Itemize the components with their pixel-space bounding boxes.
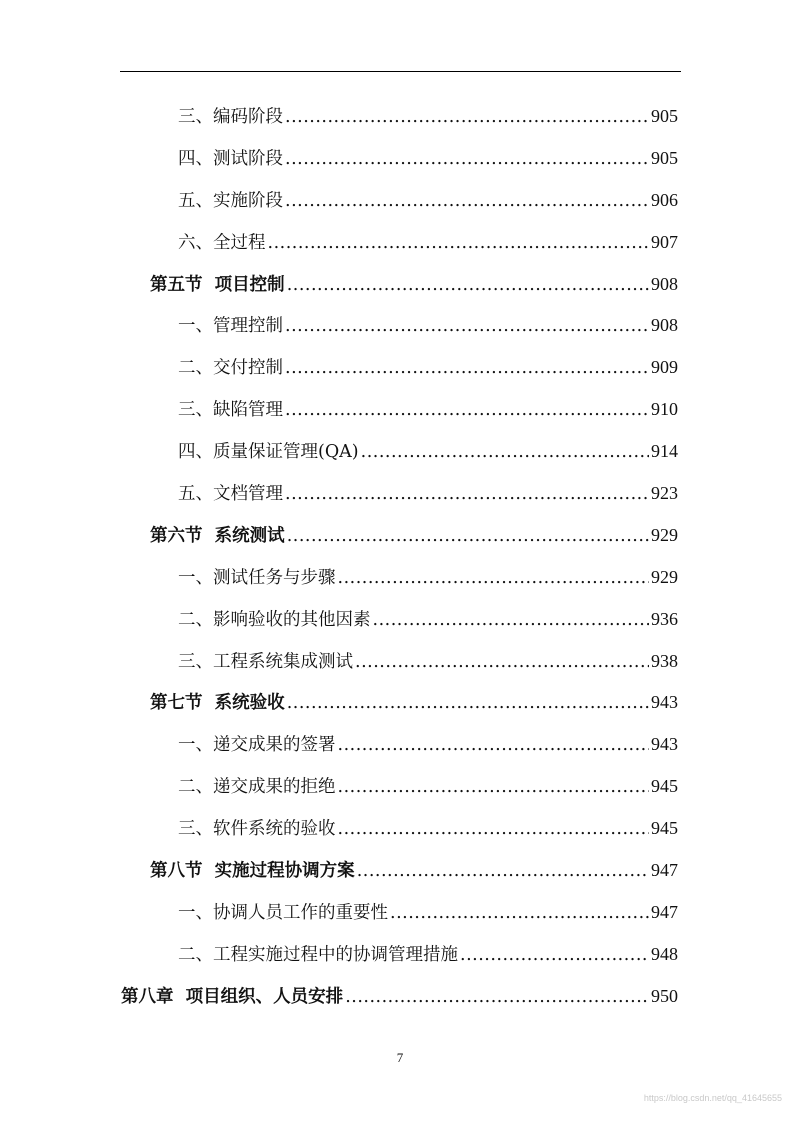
toc-entry-page: 943 (651, 734, 678, 755)
toc-dot-leader (338, 767, 650, 809)
toc-entry-page: 929 (651, 524, 678, 545)
toc-entry-title: 第七节 系统验收 (150, 693, 285, 714)
toc-dot-leader (345, 977, 649, 1019)
toc-entry-page: 947 (651, 860, 678, 881)
toc-entry-title: 三、工程系统集成测试 (178, 651, 353, 672)
toc-dot-leader (355, 642, 649, 684)
toc-entry[interactable] (0, 724, 800, 766)
toc-dot-leader (285, 306, 649, 348)
toc-dot-leader (285, 139, 649, 181)
toc-section-entry[interactable] (0, 682, 800, 724)
toc-entry[interactable] (0, 431, 800, 473)
toc-dot-leader (338, 725, 650, 767)
toc-entry-page: 929 (651, 566, 678, 587)
toc-entry-title: 第六节 系统测试 (150, 525, 285, 546)
toc-entry-title: 四、质量保证管理(QA) (178, 442, 359, 463)
toc-entry-page: 938 (651, 650, 678, 671)
toc-section-entry[interactable] (0, 264, 800, 306)
toc-entry-title: 第八章 项目组织、人员安排 (121, 986, 344, 1007)
toc-dot-leader (357, 851, 649, 893)
toc-entry-page: 909 (651, 357, 678, 378)
toc-entry[interactable] (0, 766, 800, 808)
toc-entry-page: 905 (651, 147, 678, 168)
toc-entry-page: 947 (651, 901, 678, 922)
toc-entry-page: 945 (651, 776, 678, 797)
toc-entry-page: 905 (651, 106, 678, 126)
toc-entry-page: 950 (651, 985, 678, 1006)
toc-entry-title: 四、测试阶段 (178, 148, 283, 169)
toc-entry-title: 三、软件系统的验收 (178, 819, 336, 840)
table-of-contents (0, 96, 800, 1018)
toc-dot-leader (285, 474, 649, 516)
toc-entry-page: 910 (651, 399, 678, 420)
toc-dot-leader (287, 683, 649, 725)
toc-entry-title: 一、协调人员工作的重要性 (178, 902, 388, 923)
toc-section-entry[interactable] (0, 850, 800, 892)
toc-entry[interactable] (0, 599, 800, 641)
toc-entry[interactable] (0, 347, 800, 389)
watermark-url: https://blog.csdn.net/qq_41645655 (643, 1093, 782, 1103)
toc-entry[interactable] (0, 180, 800, 222)
toc-dot-leader (390, 893, 649, 935)
toc-entry-title: 一、管理控制 (178, 316, 283, 337)
toc-dot-leader (338, 558, 650, 600)
toc-dot-leader (338, 809, 650, 851)
toc-entry-page: 936 (651, 608, 678, 629)
toc-entry[interactable] (0, 389, 800, 431)
toc-entry[interactable] (0, 222, 800, 264)
toc-entry-page: 923 (651, 483, 678, 504)
toc-entry-title: 二、交付控制 (178, 358, 283, 379)
toc-chapter-entry[interactable] (0, 976, 800, 1018)
toc-dot-leader (287, 516, 649, 558)
toc-entry-title: 五、实施阶段 (178, 190, 283, 211)
toc-entry-page: 908 (651, 273, 678, 294)
toc-entry-page: 906 (651, 189, 678, 210)
toc-entry-title: 六、全过程 (178, 232, 266, 253)
toc-entry-title: 二、影响验收的其他因素 (178, 609, 371, 630)
toc-entry-title: 三、缺陷管理 (178, 400, 283, 421)
toc-dot-leader (285, 390, 649, 432)
toc-dot-leader (285, 348, 649, 390)
toc-dot-leader (268, 223, 650, 265)
toc-entry-page: 948 (651, 943, 678, 964)
toc-entry[interactable] (0, 305, 800, 347)
toc-entry[interactable] (0, 138, 800, 180)
toc-dot-leader (361, 432, 649, 474)
page-number: 7 (396, 1050, 404, 1065)
toc-entry[interactable] (0, 641, 800, 683)
toc-entry[interactable] (0, 808, 800, 850)
toc-entry-title: 一、递交成果的签署 (178, 735, 336, 756)
toc-entry-title: 第八节 实施过程协调方案 (150, 861, 355, 882)
toc-entry-title: 二、递交成果的拒绝 (178, 777, 336, 798)
toc-entry[interactable] (0, 934, 800, 976)
toc-dot-leader (373, 600, 650, 642)
toc-dot-leader (285, 97, 649, 139)
toc-entry-page: 945 (651, 818, 678, 839)
toc-entry-page: 908 (651, 315, 678, 336)
toc-entry-title: 五、文档管理 (178, 484, 283, 505)
toc-entry-page: 914 (651, 441, 678, 462)
toc-entry-title: 三、编码阶段 (178, 107, 283, 127)
toc-dot-leader (460, 935, 649, 977)
toc-entry[interactable] (0, 892, 800, 934)
toc-entry-title: 第五节 项目控制 (150, 274, 285, 295)
toc-entry-page: 907 (651, 231, 678, 252)
toc-entry[interactable] (0, 557, 800, 599)
header-rule (120, 71, 681, 72)
toc-dot-leader (287, 265, 649, 307)
toc-entry-page: 943 (651, 692, 678, 713)
toc-entry[interactable] (0, 96, 800, 138)
toc-section-entry[interactable] (0, 515, 800, 557)
toc-entry-title: 一、测试任务与步骤 (178, 567, 336, 588)
toc-entry-title: 二、工程实施过程中的协调管理措施 (178, 944, 458, 965)
toc-entry[interactable] (0, 473, 800, 515)
toc-dot-leader (285, 181, 649, 223)
